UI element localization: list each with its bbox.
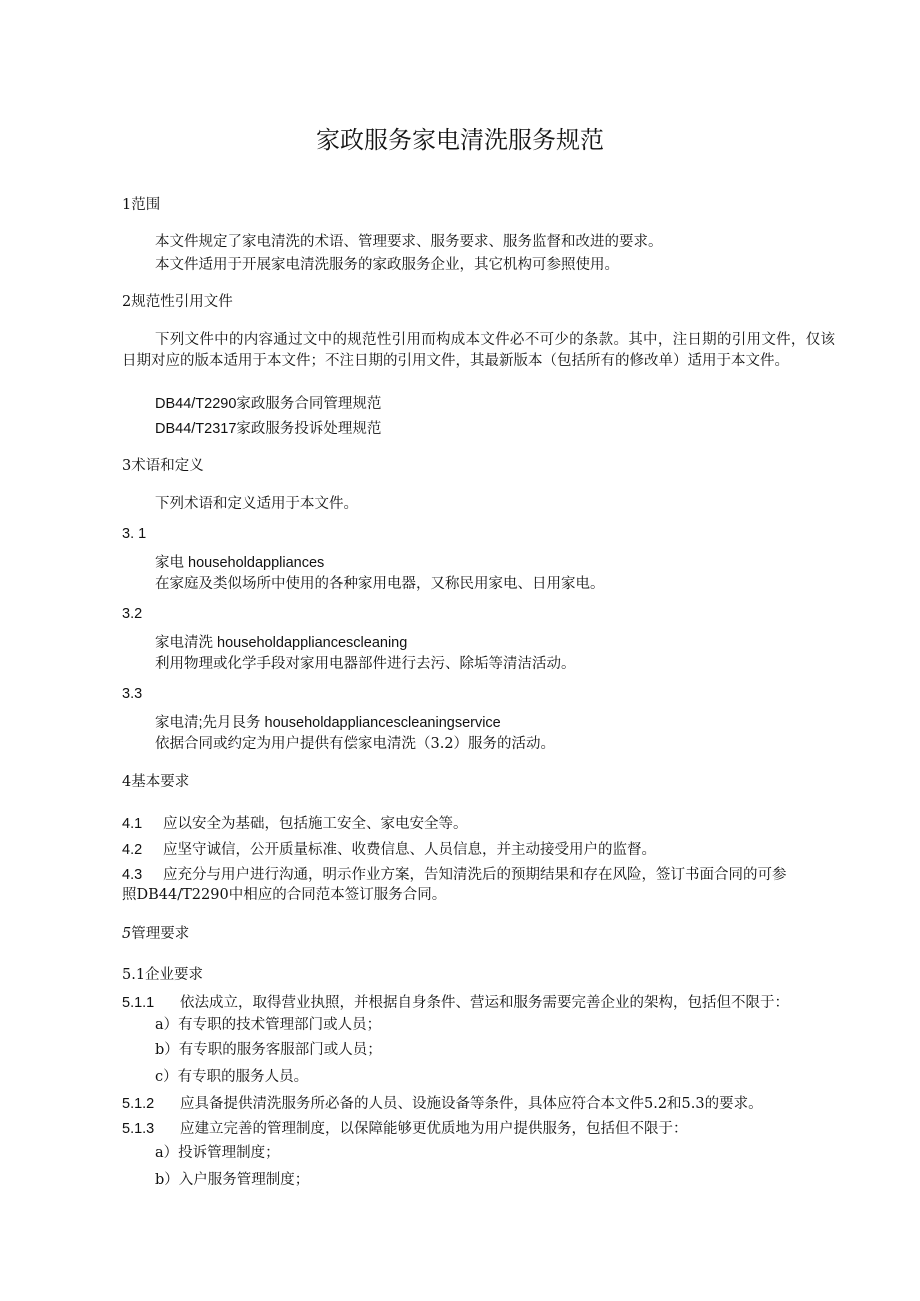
section-1-heading: 1范围 <box>122 197 161 213</box>
section-2-paragraph: 下列文件中的内容通过文中的规范性引用而构成本文件必不可少的条款。其中，注日期的引用文件，仅该日期对应的版本适用于本文件；不注日期的引用文件，其最新版本（包括所有的修改单）适用于本文件。 <box>122 332 835 369</box>
term-3-3-number: 3.3 <box>122 686 143 702</box>
section-3-heading: 3术语和定义 <box>122 458 204 474</box>
section-5-title: 管理要求 <box>131 926 190 942</box>
section-5-number: 5 <box>122 926 132 942</box>
clause-4-2-number: 4.2 <box>122 842 143 858</box>
clause-4-1-text: 应以安全为基础，包括施工安全、家电安全等。 <box>163 816 468 832</box>
clause-5-1-3-number: 5.1.3 <box>122 1121 155 1137</box>
clause-4-3-number: 4.3 <box>122 867 143 883</box>
clause-5-1-1-item-a: a）有专职的技术管理部门或人员； <box>155 1017 382 1033</box>
clause-5-1-1-item-b: b）有专职的服务客服部门或人员； <box>155 1042 382 1058</box>
clause-5-1-1-item-c: c）有专职的服务人员。 <box>155 1069 309 1085</box>
term-3-1-number: 3. 1 <box>122 526 147 542</box>
clause-5-1-1-text: 依法成立，取得营业执照，并根据自身条件、营运和服务需要完善企业的架构，包括但不限于： <box>180 995 789 1011</box>
reference-1: DB44/T2290家政服务合同管理规范 <box>155 396 382 412</box>
section-2-heading: 2规范性引用文件 <box>122 294 233 310</box>
term-3-2-title: 家电清洗 householdappliancescleaning <box>155 635 408 651</box>
document-title: 家政服务家电清洗服务规范 <box>316 126 604 154</box>
clause-5-1-3-item-a: a）投诉管理制度； <box>155 1145 280 1161</box>
section-1-paragraph-1: 本文件规定了家电清洗的术语、管理要求、服务要求、服务监督和改进的要求。 <box>155 234 663 250</box>
clause-4-3-text-line-1: 应充分与用户进行沟通，明示作业方案，告知清洗后的预期结果和存在风险，签订书面合同的可参 <box>163 867 787 883</box>
clause-4-2-text: 应坚守诚信，公开质量标准、收费信息、人员信息，并主动接受用户的监督。 <box>163 842 656 858</box>
term-3-2-definition: 利用物理或化学手段对家用电器部件进行去污、除垢等清洁活动。 <box>155 656 576 672</box>
term-3-1-title: 家电 householdappliances <box>155 555 325 571</box>
term-3-1-definition: 在家庭及类似场所中使用的各种家用电器，又称民用家电、日用家电。 <box>155 576 605 592</box>
section-1-paragraph-2: 本文件适用于开展家电清洗服务的家政服务企业，其它机构可参照使用。 <box>155 257 619 273</box>
subsection-5-1-heading: 5.1企业要求 <box>122 967 204 983</box>
clause-5-1-2-number: 5.1.2 <box>122 1096 155 1112</box>
clause-5-1-3-item-b: b）入户服务管理制度； <box>155 1172 310 1188</box>
term-3-2-number: 3.2 <box>122 606 143 622</box>
clause-5-1-3-text: 应建立完善的管理制度，以保障能够更优质地为用户提供服务，包括但不限于： <box>180 1121 688 1137</box>
clause-5-1-1-number: 5.1.1 <box>122 995 155 1011</box>
clause-5-1-2-text: 应具备提供清洗服务所必备的人员、设施设备等条件，具体应符合本文件5.2和5.3的要求。 <box>180 1096 763 1112</box>
section-5-heading <box>122 924 189 944</box>
section-3-intro: 下列术语和定义适用于本文件。 <box>155 496 358 512</box>
term-3-3-title: 家电清;先月艮务 householdappliancescleaningservice <box>155 715 501 731</box>
reference-2: DB44/T2317家政服务投诉处理规范 <box>155 421 382 437</box>
term-3-3-definition: 依据合同或约定为用户提供有偿家电清洗（3.2）服务的活动。 <box>155 736 556 752</box>
clause-4-3-text-line-2: 照DB44/T2290中相应的合同范本签订服务合同。 <box>122 887 447 903</box>
section-4-heading: 4基本要求 <box>122 774 190 790</box>
clause-4-1-number: 4.1 <box>122 816 143 832</box>
